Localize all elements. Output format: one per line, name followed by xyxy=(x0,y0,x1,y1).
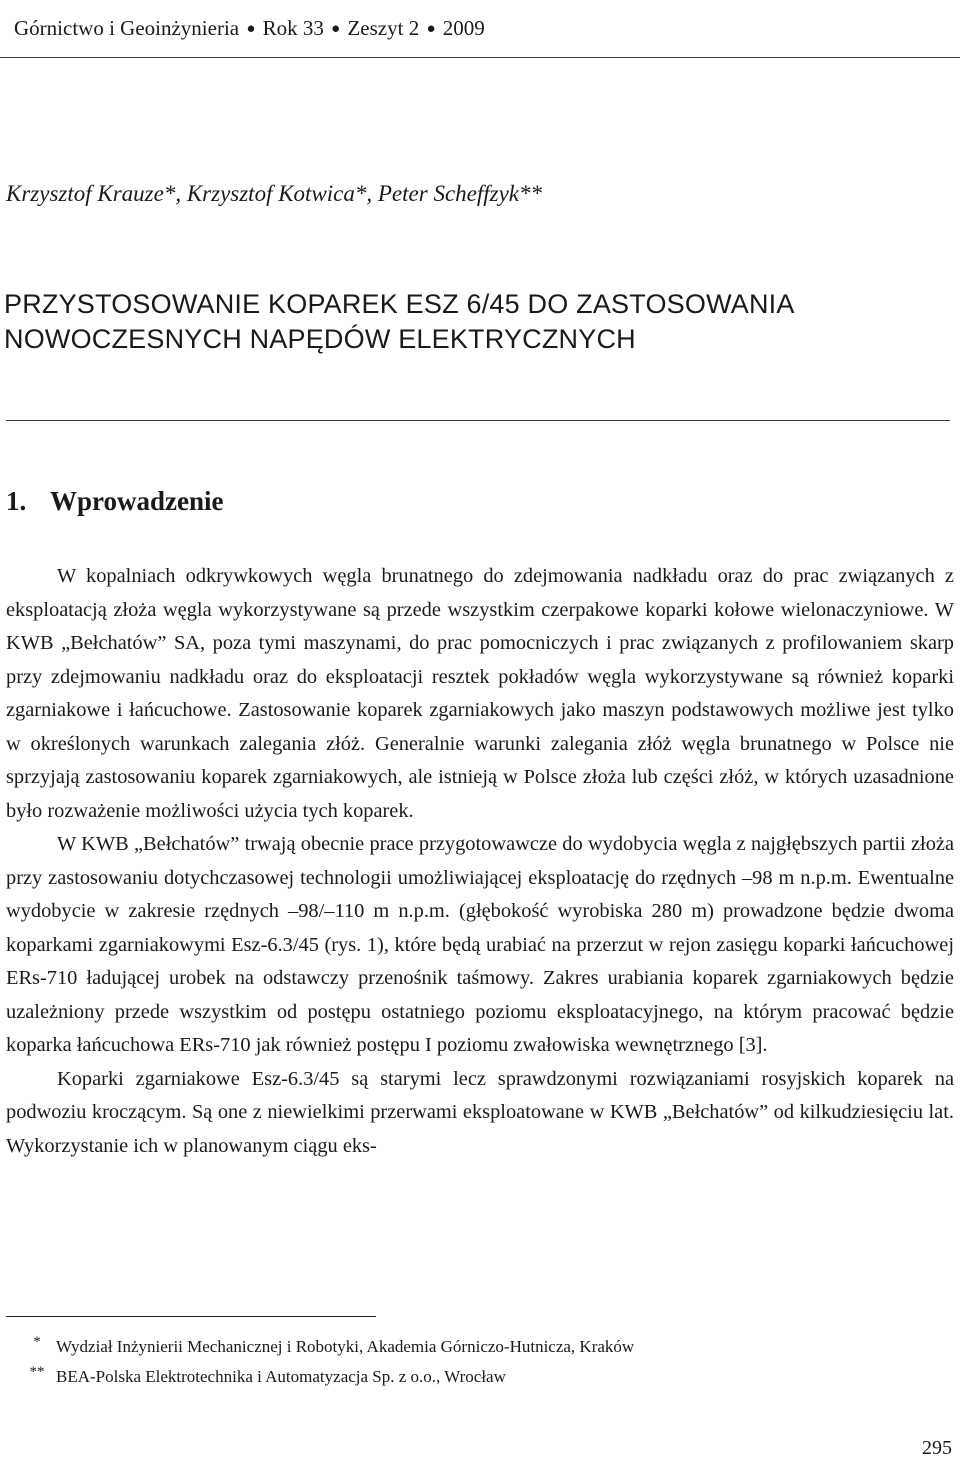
paragraph: Koparki zgarniakowe Esz-6.3/45 są starymi lecz sprawdzonymi rozwiązaniami rosyjskich koparek na podwoziu kroczącym. Są one z niewielkimi przerwami eksploatowane w KWB „Bełchatów” od kilkudziesięciu lat. Wykorzystanie ich w planowanym ciągu eks- xyxy=(6,1067,954,1157)
section-title: Wprowadzenie xyxy=(50,486,224,516)
separator-dot: ● xyxy=(246,21,256,37)
footnote-mark: * xyxy=(33,1334,41,1350)
footnote-text: BEA-Polska Elektrotechnika i Automatyzacja Sp. z o.o., Wrocław xyxy=(56,1367,506,1386)
section-number: 1. xyxy=(6,486,27,516)
footnote-mark: ** xyxy=(29,1364,45,1380)
paper-title xyxy=(4,287,795,357)
journal-issue: Zeszyt 2 xyxy=(347,16,420,40)
running-header xyxy=(0,0,960,58)
journal-info xyxy=(14,14,485,45)
section-heading xyxy=(6,483,224,519)
separator-dot: ● xyxy=(426,21,436,37)
footnote-divider xyxy=(6,1316,376,1317)
body-text xyxy=(6,560,954,1163)
author-list: Krzysztof Krauze*, Krzysztof Kotwica*, Peter Scheffzyk** xyxy=(6,181,543,206)
journal-name: Górnictwo i Geoinżynieria xyxy=(14,16,240,40)
page-number: 295 xyxy=(922,1437,952,1459)
separator-dot: ● xyxy=(331,21,341,37)
paragraph: W KWB „Bełchatów” trwają obecnie prace przygotowawcze do wydobycia węgla z najgłębszych partii złoża przy zastosowaniu dotychczasowej technologii umożliwiającej eksploatację do rzędnych –98 m n.p.m. Ewentualne wydobycie w zakresie rzędnych –98/–110 m n.p.m. (głębokość wyrobiska 280 m) prowadzone będzie dwoma koparkami zgarniakowymi Esz-6.3/45 (rys. 1), które będą urabiać na przerzut w rejon zasięgu koparki łańcuchowej ERs-710 ładującej urobek na odstawczy przenośnik taśmowy. Zakres urabiania koparek zgarniakowych będzie uzależniony przede wszystkim od postępu ostatniego poziomu eksploatacyjnego, na którym pracować będzie koparka łańcuchowa ERs-710 jak również postępu I poziomu zwałowiska wewnętrznego [3]. xyxy=(6,833,954,1056)
journal-year: 2009 xyxy=(442,16,485,40)
title-divider xyxy=(6,420,950,421)
title-line-1: PRZYSTOSOWANIE KOPAREK ESZ 6/45 DO ZASTOSOWANIA xyxy=(4,289,795,319)
journal-volume: Rok 33 xyxy=(262,16,324,40)
footnote-text: Wydział Inżynierii Mechanicznej i Robotyki, Akademia Górniczo-Hutnicza, Kraków xyxy=(56,1337,635,1356)
title-line-2: NOWOCZESNYCH NAPĘDÓW ELEKTRYCZNYCH xyxy=(4,324,636,354)
paragraph: W kopalniach odkrywkowych węgla brunatnego do zdejmowania nadkładu oraz do prac związanych z eksploatacją złoża węgla wykorzystywane są przede wszystkim czerpakowe koparki kołowe wielonaczyniowe. W KWB „Bełchatów” SA, poza tymi maszynami, do prac pomocniczych i prac związanych z profilowaniem skarp przy zdejmowaniu nadkładu oraz do eksploatacji resztek pokładów węgla wykorzystywane są również koparki zgarniakowe i łańcuchowe. Zastosowanie koparek zgarniakowych jako maszyn podstawowych możliwe jest tylko w określonych warunkach zalegania złóż. Generalnie warunki zalegania złóż węgla brunatnego w Polsce nie sprzyjają zastosowaniu koparek zgarniakowych, ale istnieją w Polsce złoża lub części złóż, w których uzasadnione było rozważenie możliwości użycia tych koparek. xyxy=(6,565,954,822)
